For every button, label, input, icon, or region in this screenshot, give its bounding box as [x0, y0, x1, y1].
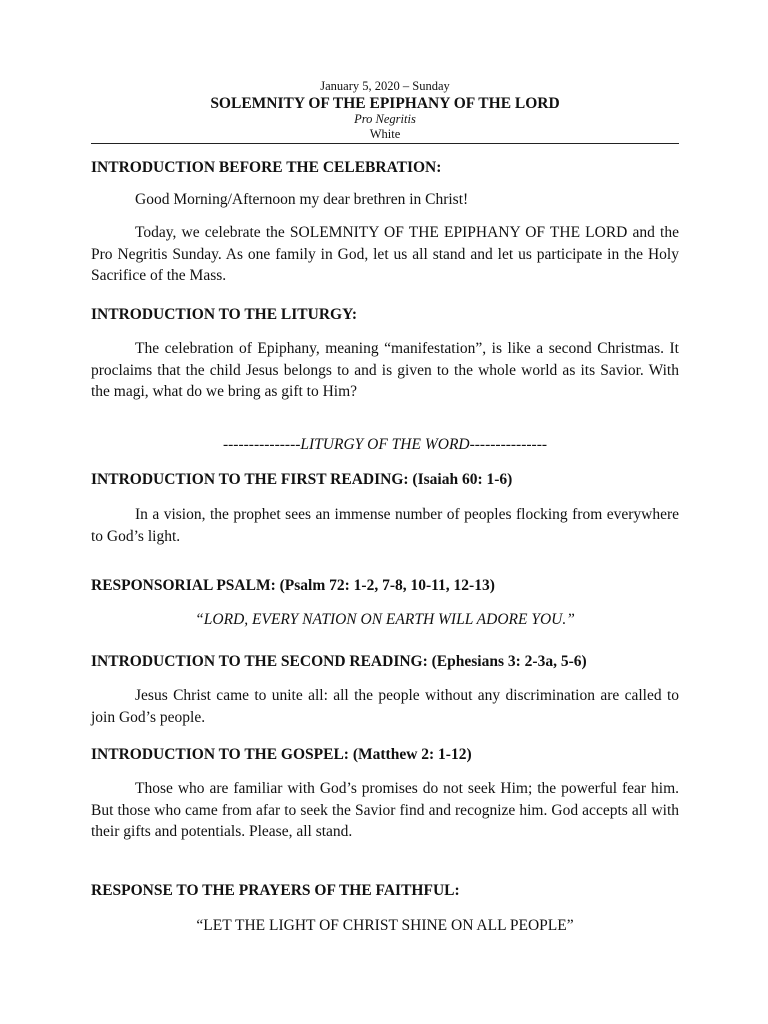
intro-celebration-body: Today, we celebrate the SOLEMNITY OF THE EPIPHANY OF THE LORD and the Pro Negritis Sunday. As one family in God, let us all stand and let us participate in the Holy Sacrifice of the Mass. [91, 224, 679, 284]
feast-subtitle: Pro Negritis [354, 112, 416, 126]
greeting-text: Good Morning/Afternoon my dear brethren in Christ! [135, 191, 469, 208]
intro-liturgy-body: The celebration of Epiphany, meaning “manifestation”, is like a second Christmas. It proclaims that the child Jesus belongs to and is given to the whole world as its Savior. With the magi, what do we bring as gift to Him? [91, 340, 679, 400]
heading-prayers-of-the-faithful: RESPONSE TO THE PRAYERS OF THE FAITHFUL: [91, 882, 460, 899]
liturgy-of-the-word-divider: ---------------LITURGY OF THE WORD--------------- [222, 436, 548, 453]
heading-second-reading: INTRODUCTION TO THE SECOND READING: (Ephesians 3: 2-3a, 5-6) [91, 653, 587, 670]
header-divider [91, 143, 679, 144]
heading-first-reading: INTRODUCTION TO THE FIRST READING: (Isaiah 60: 1-6) [91, 471, 513, 488]
feast-title: SOLEMNITY OF THE EPIPHANY OF THE LORD [210, 95, 560, 112]
heading-gospel: INTRODUCTION TO THE GOSPEL: (Matthew 2: 1-12) [91, 746, 472, 763]
heading-intro-celebration: INTRODUCTION BEFORE THE CELEBRATION: [91, 159, 442, 176]
prayers-response: “LET THE LIGHT OF CHRIST SHINE ON ALL PEOPLE” [196, 917, 574, 934]
heading-intro-liturgy: INTRODUCTION TO THE LITURGY: [91, 306, 358, 323]
mass-date: January 5, 2020 – Sunday [320, 79, 450, 93]
first-reading-body: In a vision, the prophet sees an immense number of peoples flocking from everywhere to God’s light. [91, 506, 679, 545]
heading-responsorial-psalm: RESPONSORIAL PSALM: (Psalm 72: 1-2, 7-8, 10-11, 12-13) [91, 577, 495, 594]
psalm-response: “LORD, EVERY NATION ON EARTH WILL ADORE YOU.” [195, 611, 575, 628]
liturgical-color: White [369, 127, 401, 141]
gospel-body: Those who are familiar with God’s promises do not seek Him; the powerful fear him. But those who came from afar to seek the Savior find and recognize him. God accepts all with their gifts and potentials. Please, all stand. [91, 780, 679, 840]
second-reading-body: Jesus Christ came to unite all: all the people without any discrimination are called to join God’s people. [91, 687, 679, 726]
